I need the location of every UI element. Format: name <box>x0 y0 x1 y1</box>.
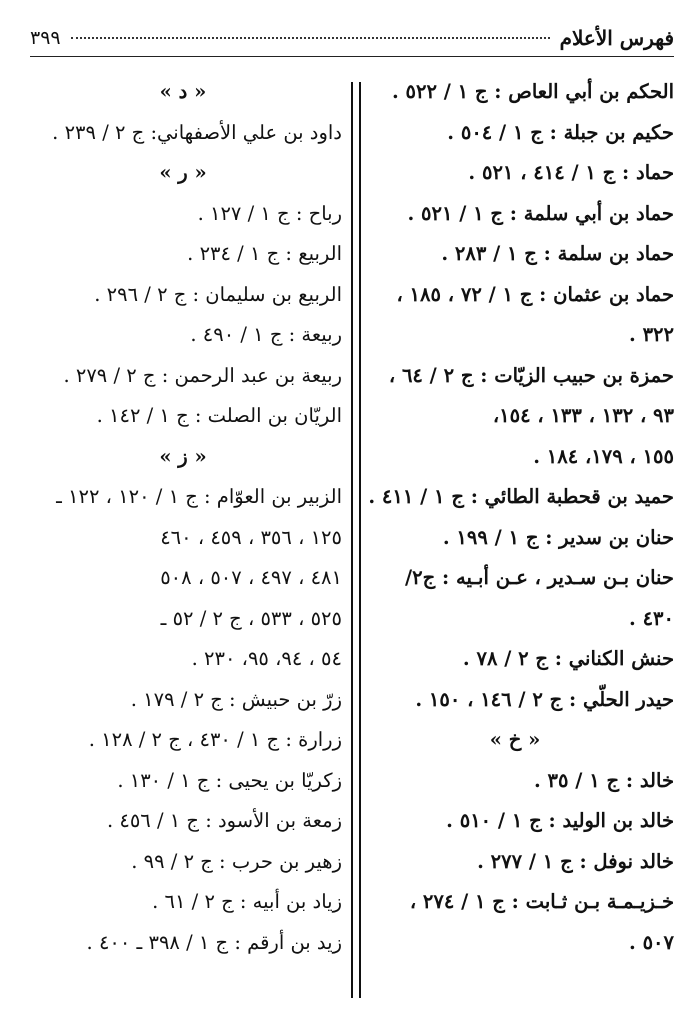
index-entry: داود بن علي الأصفهاني: ج ٢ / ٢٣٩ . <box>52 120 342 144</box>
index-entry: ربيعة بن عبد الرحمن : ج ٢ / ٢٧٩ . <box>63 363 342 387</box>
index-entry: حنش الكناني : ج ٢ / ٧٨ . <box>462 647 674 670</box>
column-divider <box>351 82 361 998</box>
index-entry: ٤٣٠ . <box>629 606 674 630</box>
index-entry: حميد بن قحطبة الطائي : ج ١ / ٤١١ . <box>368 485 674 508</box>
index-entry: خالد : ج ١ / ٣٥ . <box>533 768 674 792</box>
index-entry: حمزة بن حبيب الزيّات : ج ٢ / ٦٤ ، <box>388 363 674 387</box>
page-title: فهرس الأعلام <box>559 26 674 50</box>
index-entry: ١٢٥ ، ٣٥٦ ، ٤٥٩ ، ٤٦٠ <box>160 525 342 549</box>
index-entry: زيد بن أرقم : ج ١ / ٣٩٨ ـ ٤٠٠ . <box>86 930 342 954</box>
index-entry: ربيعة : ج ١ / ٤٩٠ . <box>190 323 342 346</box>
index-entry: زكريّا بن يحيى : ج ١ / ١٣٠ . <box>117 768 342 792</box>
index-entry: زرّ بن حبيش : ج ٢ / ١٧٩ . <box>130 687 342 711</box>
index-entry: حماد بن عثمان : ج ١ / ٧٢ ، ١٨٥ ، <box>396 282 674 306</box>
header-dot-leader <box>71 37 550 39</box>
letter-heading: « د » <box>159 80 207 103</box>
index-entry: الحكم بن أبي العاص : ج ١ / ٥٢٢ . <box>391 80 674 103</box>
index-entry: حنان بـن سـدير ، عـن أبـيه : ج٢/ <box>405 566 674 589</box>
index-entry: زرارة : ج ١ / ٤٣٠ ، ج ٢ / ١٢٨ . <box>88 728 342 751</box>
letter-heading: « خ » <box>489 728 541 751</box>
index-entry: خالد نوفل : ج ١ / ٢٧٧ . <box>477 849 674 873</box>
index-entry: ٥٢٥ ، ٥٣٣ ، ج ٢ / ٥٢ ـ <box>160 606 342 630</box>
index-entry: ٥٠٧ . <box>629 930 674 954</box>
letter-heading: « ز » <box>159 444 207 468</box>
index-entry: زهير بن حرب : ج ٢ / ٩٩ . <box>131 849 342 873</box>
index-entry: الزبير بن العوّام : ج ١ / ١٢٠ ، ١٢٢ ـ <box>56 485 342 508</box>
index-column-right <box>356 72 674 963</box>
index-entry: خـزيـمـة بـن ثـابت : ج ١ / ٢٧٤ ، <box>409 890 674 913</box>
page-header <box>30 20 674 57</box>
index-entry: ٣٢٢ . <box>629 323 674 346</box>
letter-heading: « ر » <box>159 161 207 184</box>
index-entry: الريّان بن الصلت : ج ١ / ١٤٢ . <box>96 404 342 427</box>
index-entry: رباح : ج ١ / ١٢٧ . <box>197 201 342 225</box>
index-entry: ٤٨١ ، ٤٩٧ ، ٥٠٧ ، ٥٠٨ <box>160 566 342 589</box>
index-entry: زمعة بن الأسود : ج ١ / ٤٥٦ . <box>106 809 342 832</box>
index-entry: الربيع بن سليمان : ج ٢ / ٢٩٦ . <box>94 282 342 306</box>
index-column-left <box>24 72 342 963</box>
index-entry: حماد بن سلمة : ج ١ / ٢٨٣ . <box>441 242 674 265</box>
page-number: ٣٩٩ <box>30 27 61 49</box>
index-entry: ١٥٥ ، ١٧٩، ١٨٤ . <box>533 444 674 468</box>
index-entry: حماد : ج ١ / ٤١٤ ، ٥٢١ . <box>468 161 674 184</box>
index-entry: الربيع : ج ١ / ٢٣٤ . <box>187 242 342 265</box>
index-entry: حكيم بن جبلة : ج ١ / ٥٠٤ . <box>447 120 674 144</box>
index-entry: حنان بن سدير : ج ١ / ١٩٩ . <box>442 525 674 549</box>
index-entry: زياد بن أبيه : ج ٢ / ٦١ . <box>152 890 342 913</box>
index-entry: خالد بن الوليد : ج ١ / ٥١٠ . <box>446 809 674 832</box>
index-entry: حماد بن أبي سلمة : ج ١ / ٥٢١ . <box>407 201 674 225</box>
index-entry: حيدر الحلّي : ج ٢ / ١٤٦ ، ١٥٠ . <box>415 687 674 711</box>
index-entry: ٩٣ ، ١٣٢ ، ١٣٣ ، ١٥٤، <box>492 404 674 427</box>
index-entry: ٥٤ ، ٩٤، ٩٥، ٢٣٠ . <box>191 647 342 670</box>
